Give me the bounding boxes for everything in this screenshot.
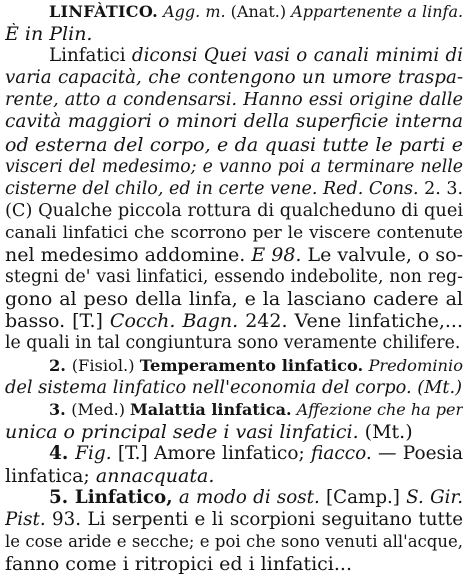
text-line: del sistema linfatico nell'economia del corpo. (Mt.) <box>5 377 463 398</box>
text-line: stegni de' vasi linfatici, essendo indebolite, non reg- <box>5 267 463 288</box>
sense-5: 5. Linfatico, a modo di sost. [Camp.] S. Gir. <box>49 487 463 509</box>
text-line: gono al peso della linfa, e la lasciano cadere al <box>5 288 463 311</box>
text-line: rente, atto a condensarsi. Hanno essi origine dalle <box>5 90 463 111</box>
text-line: le cose aride e secche; e poi che sono venuti all'acque, <box>5 532 463 552</box>
text-line: varia capacità, che contengono un umore traspa- <box>5 67 463 89</box>
sense-3: 3. (Med.) Malattia linfatica. Affezione che ha per <box>49 399 463 419</box>
text-line: basso. [T.] Cocch. Bagn. 242. Vene linfatiche,... <box>5 310 463 333</box>
text-line: od esterna del corpo, e da quasi tutte le parti e <box>5 133 463 156</box>
sense-4: 4. Fig. [T.] Amore linfatico; fiacco. — Poesia <box>49 442 463 464</box>
text-line: (C) Qualche piccola rottura di qualcheduno di quei <box>5 200 463 221</box>
text-line: linfatica; annacquata. <box>5 464 215 487</box>
text-line: le quali in tal congiuntura sono veramente chilifere. <box>5 333 461 354</box>
text-line: visceri del medesimo; e vanno poi a terminare nelle <box>5 156 463 177</box>
text-line: canali linfatici che scorrono per le viscere contenute <box>5 222 463 243</box>
entry-header-line <box>5 1 463 23</box>
domain-label: (Anat.) <box>230 2 287 21</box>
text-line: fanno come i ritropici ed i linfatici... <box>5 553 352 575</box>
text-line: Linfatici diconsi Quei vasi o canali minimi di <box>49 45 463 67</box>
text-line: Pist. 93. Li serpenti e li scorpioni seguitano tutte <box>5 509 463 531</box>
headword: LINFÀTICO. <box>49 2 159 21</box>
source-note: È in Plin. <box>5 23 93 46</box>
definition: Appartenente a linfa. <box>291 2 463 21</box>
text-line: cavità maggiori o minori della superficie interna <box>5 111 463 133</box>
grammar-label: Agg. m. <box>163 2 226 21</box>
text-line: unica o principal sede i vasi linfatici. (Mt.) <box>5 420 413 443</box>
sense-2: 2. (Fisiol.) Temperamento linfatico. Predominio <box>49 355 463 375</box>
text-line: nel medesimo addomine. E 98. Le valvule, o so- <box>5 244 463 267</box>
text-line: cisterne del chilo, ed in certe vene. Red. Cons. 2. 3. <box>5 178 463 199</box>
